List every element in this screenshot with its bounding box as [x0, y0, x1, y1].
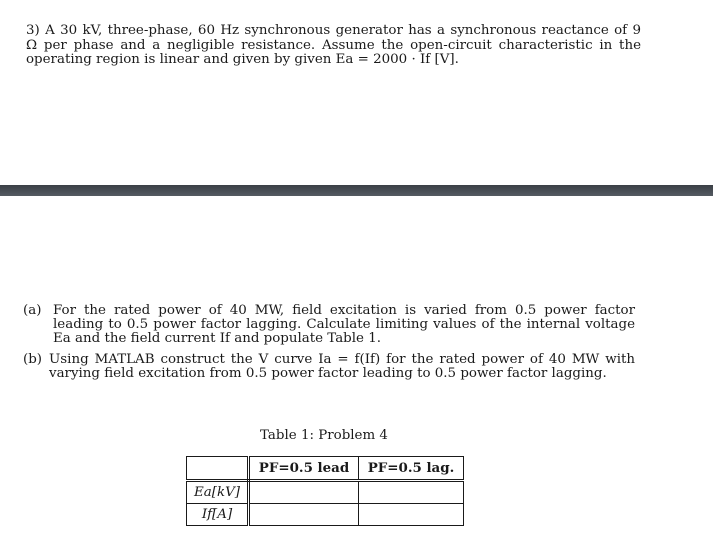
part-a-text: For the rated power of 40 MW, field excitation is varied from 0.5 power factor leading to 0.5 power factor lagging. Calculate limiting values of the internal voltage Ea and the field current If and populate Table 1. — [53, 303, 635, 347]
cell-if-lag — [359, 504, 464, 526]
problem-number: 3) — [26, 23, 40, 38]
cell-ea-lag — [359, 481, 464, 504]
table-row — [187, 504, 464, 526]
table-corner-cell — [187, 457, 249, 481]
cell-if-lead — [249, 504, 359, 526]
part-b-label: (b) — [23, 351, 43, 367]
table-header-lag: PF=0.5 lag. — [359, 457, 464, 481]
table-header-lead: PF=0.5 lead — [249, 457, 359, 481]
row-label-ea: Ea[kV] — [187, 481, 249, 504]
part-b-text: Using MATLAB construct the V curve Ia = f(If) for the rated power of 40 MW with varying field excitation from 0.5 power factor leading to 0.5 power factor lagging. — [49, 351, 635, 381]
problem-statement — [26, 24, 641, 68]
part-a — [23, 304, 635, 347]
row-label-if: If[A] — [187, 504, 249, 526]
problem-text: A 30 kV, three-phase, 60 Hz synchronous generator has a synchronous reactance of 9 Ω per phase and a negligible resistance. Assume the open-circuit characteristic in the operating region is linear and given by given Ea = 2000 · If [V]. — [26, 23, 641, 67]
page-divider — [0, 185, 713, 196]
table-row — [187, 481, 464, 504]
part-b — [23, 353, 635, 381]
problem-parts — [23, 304, 635, 387]
cell-ea-lead — [249, 481, 359, 504]
table-caption: Table 1: Problem 4 — [260, 428, 388, 443]
table-header-row — [187, 457, 464, 481]
results-table — [186, 456, 464, 526]
part-a-label: (a) — [23, 303, 42, 318]
